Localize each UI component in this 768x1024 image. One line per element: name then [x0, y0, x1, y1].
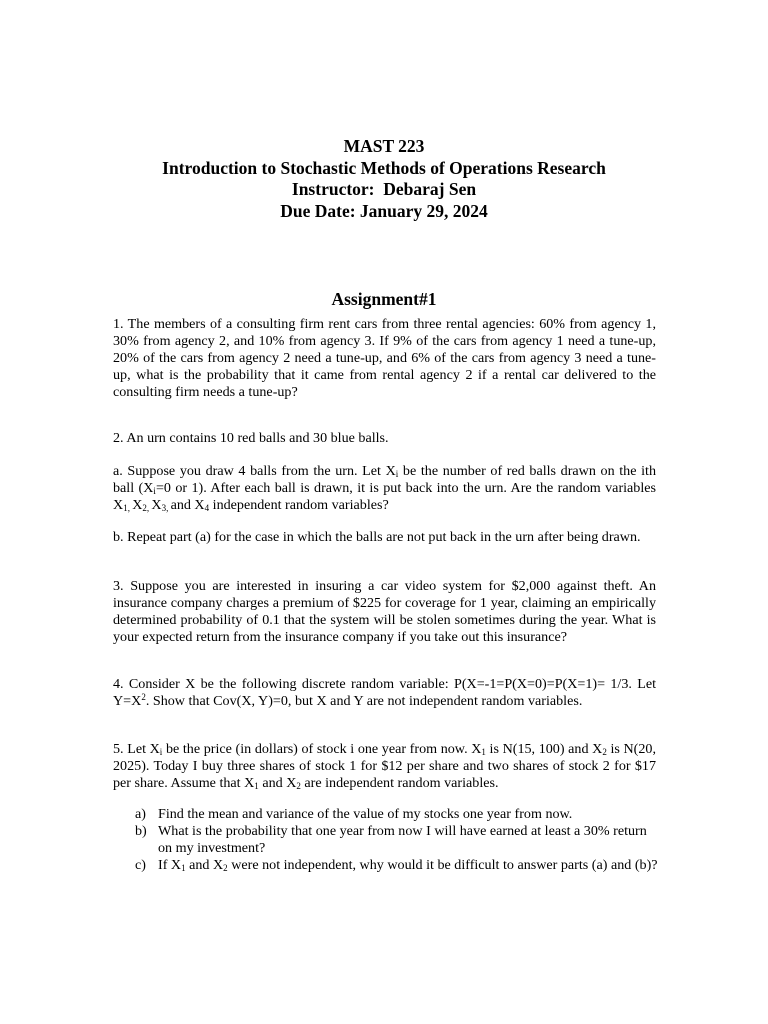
due-date: Due Date: January 29, 2024 — [280, 200, 488, 221]
item-text: Find the mean and variance of the value of my stocks one year from now. — [158, 806, 573, 822]
question-2a: a. Suppose you draw 4 balls from the urn. Let $X_i$ be the number of red balls drawn on the ith ball ($X_i=0$ or 1). After each ball is drawn, it is put back into the urn. Are the random variables $X_{1,}$ $X_{2,}$ $X_{3,}$ and $X_4$ independent random variables? — [113, 463, 657, 513]
question-5: 5. Let $X_i$ be the price (in dollars) of stock i one year from now. $X_1$ is N(15, 100) and $X_2$ is N(20, 2025). Today I buy three shares of stock 1 for $12 per share and two shares of stock 2 for $17 per share. Assume that $X_1$ and $X_2$ are independent random variables. — [113, 741, 656, 791]
assignment-title: Assignment#1 — [331, 289, 437, 309]
list-item — [135, 857, 660, 874]
question-2b: b. Repeat part (a) for the case in which the balls are not put back in the urn after being drawn. — [113, 529, 641, 545]
question-3: 3. Suppose you are interested in insuring a car video system for $2,000 against theft. An insurance company charges a premium of $225 for coverage for 1 year, claiming an empirically determined probability of 0.1 that the system will be stolen sometimes during the year. What is your expected return from the insurance company if you take out this insurance? — [113, 578, 656, 645]
question-4: 4. Consider X be the following discrete random variable: P(X=-1=P(X=0)=P(X=1)= 1/3. Let $Y=X^2$. Show that Cov(X, Y)=0, but X and Y are not independent random variables. — [113, 676, 656, 709]
list-item — [135, 806, 660, 823]
question-5-parts — [135, 806, 660, 874]
item-label: c) — [135, 857, 146, 873]
question-1: 1. The members of a consulting firm rent cars from three rental agencies: 60% from agency 1, 30% from agency 2, and 10% from agency 3. If 9% of the cars from agency 1 need a tune-up, 20% of the cars from agency 2 need a tune-up, and 6% of the cars from agency 3 need a tune-up, what is the probability that it came from rental agency 2 if a rental car delivered to the consulting firm needs a tune-up? — [113, 316, 656, 400]
course-title: Introduction to Stochastic Methods of Operations Research — [162, 157, 606, 178]
course-code: MAST 223 — [343, 136, 425, 156]
document-header — [0, 136, 768, 222]
list-item — [135, 823, 660, 857]
item-label: b) — [135, 823, 147, 839]
item-text: What is the probability that one year from now I will have earned at least a 30% return on my investment? — [158, 823, 647, 856]
item-text: If $X_1$ and $X_2$ were not independent, why would it be difficult to answer parts (a) and (b)? — [158, 857, 658, 873]
instructor-line: Instructor: Debaraj Sen — [291, 179, 477, 199]
item-label: a) — [135, 806, 146, 822]
question-2-intro: 2. An urn contains 10 red balls and 30 blue balls. — [113, 430, 389, 446]
